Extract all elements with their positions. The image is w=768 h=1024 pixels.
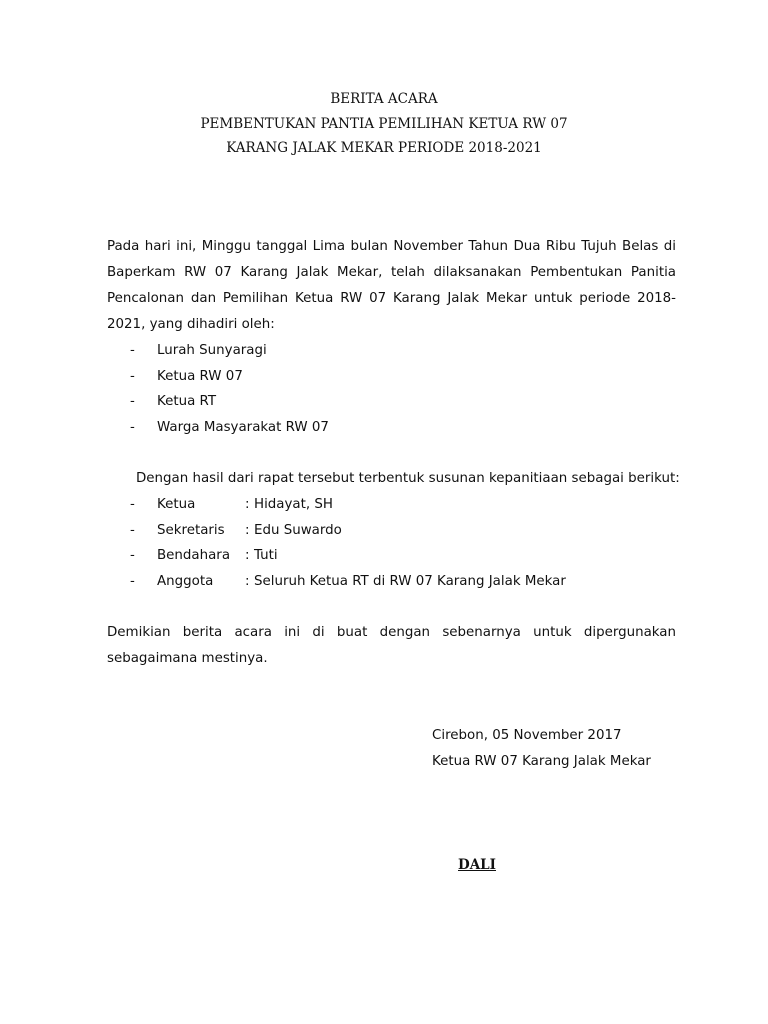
list-item	[107, 415, 676, 441]
committee-role: Anggota	[157, 574, 214, 590]
closing-paragraph	[107, 620, 676, 672]
list-item	[107, 543, 676, 569]
intro-line: Baperkam RW 07 Karang Jalak Mekar, telah dilaksanakan Pembentukan Panitia	[107, 265, 676, 280]
attendee-name: Ketua RT	[157, 394, 217, 410]
list-bullet: -	[130, 368, 135, 384]
attendee-name: Ketua RW 07	[157, 368, 243, 384]
committee-list	[107, 492, 676, 595]
committee-separator: :	[245, 497, 250, 512]
list-item	[107, 364, 676, 390]
list-bullet: -	[130, 497, 135, 512]
intro-paragraph	[107, 234, 676, 338]
committee-separator: :	[245, 548, 250, 564]
signature-position: Ketua RW 07 Karang Jalak Mekar	[432, 754, 651, 769]
title-line-3: KARANG JALAK MEKAR PERIODE 2018-2021	[226, 140, 542, 156]
signature-place-date: Cirebon, 05 November 2017	[432, 728, 622, 743]
intro-line: Pencalonan dan Pemilihan Ketua RW 07 Karang Jalak Mekar untuk periode 2018-	[107, 291, 676, 306]
list-bullet: -	[130, 343, 135, 358]
list-bullet: -	[130, 548, 135, 564]
attendee-name: Lurah Sunyaragi	[157, 343, 267, 358]
committee-member: Seluruh Ketua RT di RW 07 Karang Jalak Mekar	[254, 574, 566, 590]
list-item	[107, 492, 676, 518]
intro-line: 2021, yang dihadiri oleh:	[107, 317, 275, 332]
closing-line: Demikian berita acara ini di buat dengan sebenarnya untuk dipergunakan	[107, 625, 676, 640]
committee-member: Tuti	[254, 548, 278, 564]
list-bullet: -	[130, 574, 135, 590]
closing-line: sebagaimana mestinya.	[107, 651, 268, 666]
list-item	[107, 389, 676, 415]
title-line-2: PEMBENTUKAN PANTIA PEMILIHAN KETUA RW 07	[200, 115, 568, 132]
committee-role: Bendahara	[157, 548, 231, 564]
committee-member: Hidayat, SH	[254, 497, 333, 512]
committee-separator: :	[245, 574, 250, 590]
list-item	[107, 518, 676, 544]
list-bullet: -	[130, 394, 135, 410]
list-bullet: -	[130, 420, 135, 436]
list-item	[107, 569, 676, 595]
committee-role: Sekretaris	[157, 522, 225, 538]
list-bullet: -	[130, 522, 135, 538]
committee-intro: Dengan hasil dari rapat tersebut terbentuk susunan kepanitiaan sebagai berikut:	[136, 471, 680, 486]
committee-member: Edu Suwardo	[254, 522, 342, 538]
attendee-list	[107, 338, 676, 441]
committee-role: Ketua	[157, 497, 196, 512]
intro-line: Pada hari ini, Minggu tanggal Lima bulan November Tahun Dua Ribu Tujuh Belas di	[107, 239, 676, 254]
signer-name: DALI	[458, 857, 496, 873]
title-line-1: BERITA ACARA	[330, 91, 438, 107]
document-title	[0, 87, 768, 161]
list-item	[107, 338, 676, 364]
attendee-name: Warga Masyarakat RW 07	[157, 420, 329, 436]
committee-separator: :	[245, 522, 250, 538]
